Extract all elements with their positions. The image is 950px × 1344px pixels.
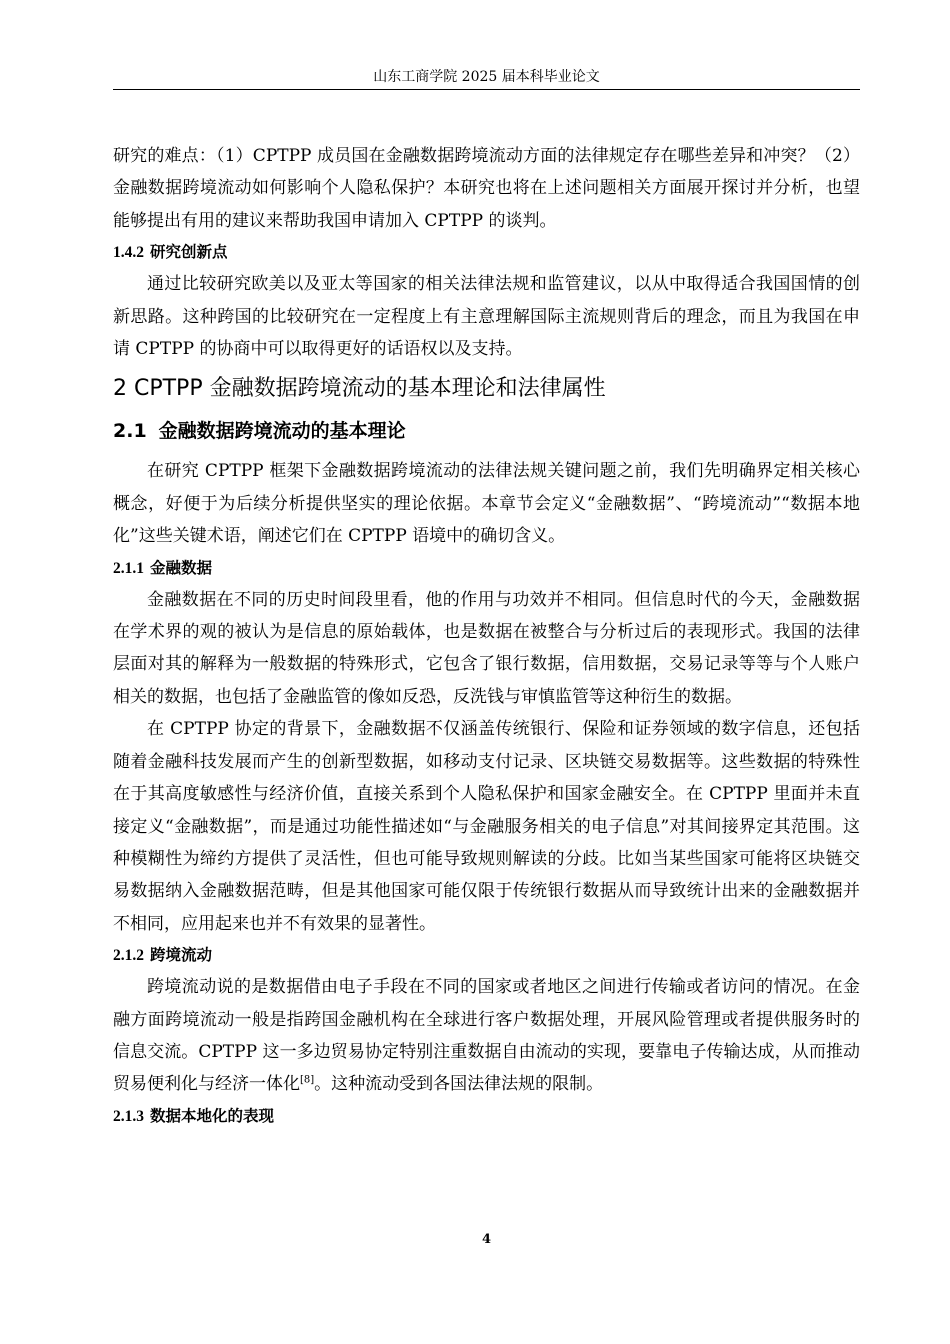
header-rule [113,89,860,90]
heading-number: 2.1.1 [113,559,144,577]
paragraph-text: 跨境流动说的是数据借由电子手段在不同的国家或者地区之间进行传输或者访问的情况。在金融方面跨境流动一般是指跨国金融机构在全球进行客户数据处理，开展风险管理或者提供服务时的信息交流。CPTPP 这一多边贸易协定特别注重数据自由流动的实现，要靠电子传输达成，从而推动贸易便利化与经济一体化 [113,977,860,1095]
paragraph-text-tail: 。这种流动受到各国法律法规的限制。 [314,1074,604,1095]
heading-number: 1.4.2 [113,244,144,262]
heading-title: 跨境流动 [150,946,213,965]
heading-2-1-1 [113,553,860,584]
paragraph-financial-data-cptpp: 在 CPTPP 协定的背景下，金融数据不仅涵盖传统银行、保险和证券领域的数字信息，还包括随着金融科技发展而产生的创新型数据，如移动支付记录、区块链交易数据等。这些数据的特殊性在于其高度敏感性与经济价值，直接关系到个人隐私保护和国家金融安全。在 CPTPP 里面并未直接定义“金融数据”，而是通过功能性描述如“与金融服务相关的电子信息”对其间接界定其范围。这种模糊性为缔约方提供了灵活性，但也可能导致规则解读的分歧。比如当某些国家可能将区块链交易数据纳入金融数据范畴，但是其他国家可能仅限于传统银行数据从而导致统计出来的金融数据并不相同，应用起来也并不有效果的显著性。 [113,719,860,934]
paragraph-research-difficulty: 研究的难点：（1）CPTPP 成员国在金融数据跨境流动方面的法律规定存在哪些差异和冲突？（2）金融数据跨境流动如何影响个人隐私保护？本研究也将在上述问题相关方面展开探讨并分析，也望能够提出有用的建议来帮助我国申请加入 CPTPP 的谈判。 [113,146,860,231]
page-body [113,140,860,1132]
heading-title: 数据本地化的表现 [150,1106,275,1125]
paragraph-financial-data-history: 金融数据在不同的历史时间段里看，他的作用与功效并不相同。但信息时代的今天，金融数据在学术界的观的被认为是信息的原始载体，也是数据在被整合与分析过后的表现形式。我国的法律层面对其的解释为一般数据的特殊形式，它包含了银行数据，信用数据，交易记录等等与个人账户相关的数据，也包括了金融监管的像如反恐，反洗钱与审慎监管等这种衍生的数据。 [113,589,860,707]
running-header: 山东工商学院 2025 届本科毕业论文 [373,69,600,85]
heading-2-1-3 [113,1101,860,1132]
heading-title: 金融数据跨境流动的基本理论 [158,420,406,443]
heading-2-1-2 [113,940,860,971]
paragraph-innovation: 通过比较研究欧美以及亚太等国家的相关法律法规和监管建议，以从中取得适合我国国情的创新思路。这种跨国的比较研究在一定程度上有主意理解国际主流规则背后的理念，而且为我国在申请 CPTPP 的协商中可以取得更好的话语权以及支持。 [113,274,860,360]
heading-title: 研究创新点 [150,243,228,262]
citation-reference: [8] [300,1074,315,1086]
heading-title: 金融数据 [150,558,213,577]
heading-number: 2.1 [113,420,147,443]
heading-2-1 [113,411,860,451]
chapter-2-title: 2 CPTPP 金融数据跨境流动的基本理论和法律属性 [113,376,606,402]
page-number: 4 [481,1232,492,1247]
heading-number: 2.1.2 [113,947,144,965]
heading-1-4-2 [113,237,860,268]
paragraph-2-1-intro: 在研究 CPTPP 框架下金融数据跨境流动的法律法规关键问题之前，我们先明确界定相关核心概念，好便于为后续分析提供坚实的理论依据。本章节会定义“金融数据”、“跨境流动”“数据本地化”这些关键术语，阐述它们在 CPTPP 语境中的确切含义。 [113,461,860,547]
heading-number: 2.1.3 [113,1107,144,1125]
paragraph-cross-border-flow [113,971,860,1101]
